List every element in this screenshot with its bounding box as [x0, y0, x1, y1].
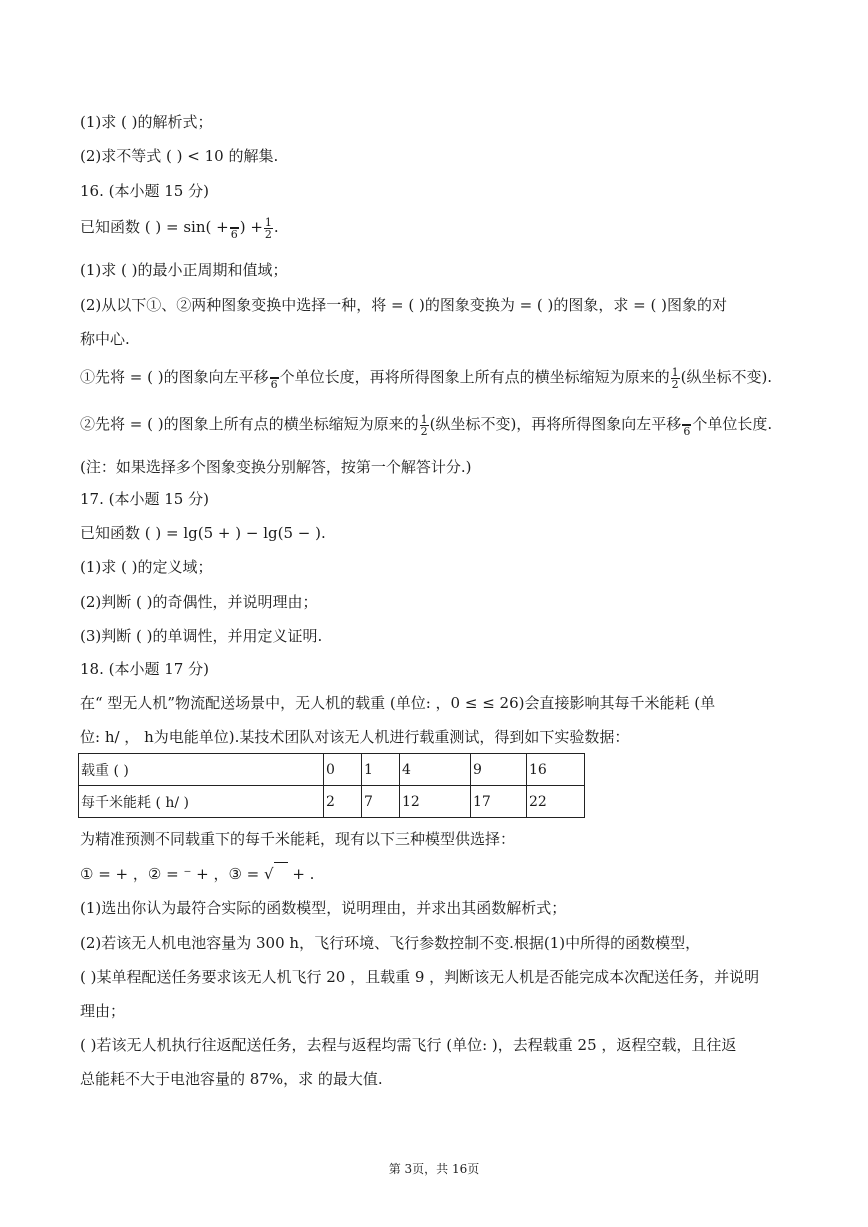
- q18-models-text-a: ① = + ，② = ⁻ + ，③ = √: [80, 865, 274, 883]
- table-cell: 载重 ( ): [79, 754, 324, 786]
- q16-option2: [80, 413, 772, 437]
- q16-option1-text-a: ①先将 = ( )的图象向左平移: [80, 368, 269, 386]
- q16-part2-line2: 称中心.: [80, 330, 130, 348]
- q16-note: (注：如果选择多个图象变换分别解答，按第一个解答计分.): [80, 458, 472, 476]
- fraction-denominator: 6: [683, 425, 691, 438]
- q16-option2-text-c: 个单位长度.: [692, 415, 773, 433]
- q16-option2-text-b: (纵坐标不变)，再将所得图象向左平移: [429, 415, 682, 433]
- fraction-numerator: 1: [671, 365, 679, 379]
- q16-part2-line1: (2)从以下①、②两种图象变换中选择一种，将 = ( )的图象变换为 = ( )的图象，求 = ( )图象的对: [80, 296, 727, 314]
- table-row: [79, 754, 585, 786]
- table-cell: 2: [324, 786, 362, 818]
- table-cell: 1: [362, 754, 400, 786]
- fraction-denominator: 6: [270, 378, 278, 391]
- fraction-pi-over-6: [682, 413, 691, 437]
- q16-part1: (1)求 ( )的最小正周期和值域；: [80, 261, 288, 279]
- fraction-one-half: [420, 414, 429, 437]
- page-footer: 第 3页，共 16页: [388, 1162, 480, 1176]
- q18-part2-i-line2: 理由；: [80, 1002, 126, 1020]
- fraction-numerator: 1: [264, 215, 272, 229]
- table-cell: 每千米能耗 ( h/ ): [79, 786, 324, 818]
- fraction-denominator: 2: [671, 377, 679, 391]
- q16-option1-text-b: 个单位长度，再将所得图象上所有点的横坐标缩短为原来的: [279, 368, 670, 386]
- table-row: [79, 786, 585, 818]
- q18-models-text-b: + .: [287, 865, 315, 883]
- table-cell: 7: [362, 786, 400, 818]
- q16-option1-text-c: (纵坐标不变).: [680, 368, 773, 386]
- fraction-pi-over-6: [270, 366, 279, 390]
- q17-stem: 已知函数 ( ) = lg(5 + ) − lg(5 − ).: [80, 524, 326, 542]
- q18-stem-line1: 在“ 型无人机”物流配送场景中，无人机的载重 (单位: ，0 ≤ ≤ 26)会直接影响其每千米能耗 (单: [80, 694, 716, 712]
- q16-stem-text-b: ) +: [239, 218, 263, 236]
- q18-models: [80, 862, 314, 885]
- fraction-numerator: 1: [420, 412, 428, 426]
- table-cell: 9: [471, 754, 527, 786]
- table-cell: 16: [527, 754, 585, 786]
- table-cell: 0: [324, 754, 362, 786]
- fraction-denominator: 6: [230, 228, 238, 241]
- q15-part1: (1)求 ( )的解析式；: [80, 113, 213, 131]
- q16-option2-text-a: ②先将 = ( )的图象上所有点的横坐标缩短为原来的: [80, 415, 419, 433]
- table-cell: 4: [400, 754, 471, 786]
- q16-stem-text-c: .: [273, 218, 279, 236]
- fraction-one-half: [264, 217, 273, 240]
- q18-part1: (1)选出你认为最符合实际的函数模型，说明理由，并求出其函数解析式；: [80, 899, 567, 917]
- q17-part2: (2)判断 ( )的奇偶性，并说明理由；: [80, 593, 318, 611]
- q16-stem: [80, 216, 279, 240]
- q18-heading: 18. (本小题 17 分): [80, 660, 209, 678]
- fraction-one-half: [671, 367, 680, 390]
- q16-stem-text-a: 已知函数 ( ) = sin( +: [80, 218, 229, 236]
- q18-stem-line2: 位: h/ ， h为电能单位).某技术团队对该无人机进行载重测试，得到如下实验数据：: [80, 728, 630, 746]
- q18-models-intro: 为精准预测不同载重下的每千米能耗，现有以下三种模型供选择：: [80, 830, 516, 848]
- table-cell: 12: [400, 786, 471, 818]
- q15-part2: (2)求不等式 ( ) < 10 的解集.: [80, 147, 279, 165]
- q18-part2: (2)若该无人机电池容量为 300 h，飞行环境、飞行参数控制不变.根据(1)中所得的函数模型，: [80, 934, 701, 952]
- q16-heading: 16. (本小题 15 分): [80, 182, 209, 200]
- table-cell: 17: [471, 786, 527, 818]
- q18-part2-ii-line2: 总能耗不大于电池容量的 87%，求 的最大值.: [80, 1070, 383, 1088]
- q17-part1: (1)求 ( )的定义域；: [80, 558, 213, 576]
- q18-part2-ii-line1: ( )若该无人机执行往返配送任务，去程与返程均需飞行 (单位: )，去程载重 25 ，返程空载，且往返: [80, 1036, 737, 1054]
- q17-heading: 17. (本小题 15 分): [80, 490, 209, 508]
- q17-part3: (3)判断 ( )的单调性，并用定义证明.: [80, 627, 323, 645]
- fraction-pi-over-6: [230, 216, 239, 240]
- fraction-denominator: 2: [420, 424, 428, 438]
- fraction-denominator: 2: [264, 227, 272, 241]
- sqrt-bar: [274, 862, 288, 885]
- table-cell: 22: [527, 786, 585, 818]
- q18-part2-i-line1: ( )某单程配送任务要求该无人机飞行 20 ，且载重 9 ，判断该无人机是否能完成本次配送任务，并说明: [80, 968, 760, 986]
- q16-option1: [80, 366, 772, 390]
- experiment-data-table: [78, 753, 585, 818]
